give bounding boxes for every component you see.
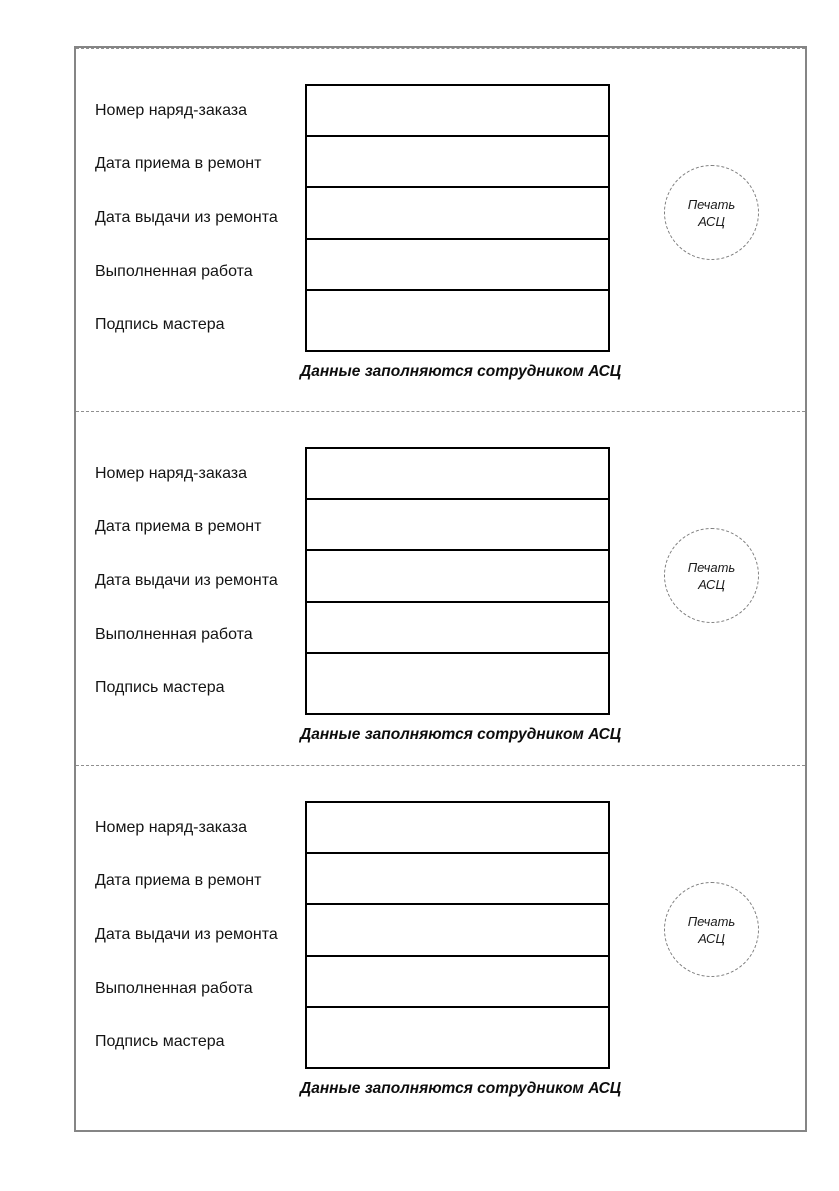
coupon-section <box>76 48 805 411</box>
field-label-order-number: Номер наряд-заказа <box>95 818 248 836</box>
field-label-order-number: Номер наряд-заказа <box>95 464 248 482</box>
section-caption: Данные заполняются сотрудником АСЦ <box>300 363 622 380</box>
field-label-date-released: Дата выдачи из ремонта <box>95 208 278 226</box>
stamp-text-line1: Печать <box>687 913 736 929</box>
input-box-master-signature <box>307 654 608 705</box>
input-box-date-released <box>307 551 608 602</box>
input-box-date-received <box>307 500 608 551</box>
coupon-sheet <box>74 46 807 1132</box>
input-box-master-signature <box>307 1008 608 1059</box>
input-box-work-performed <box>307 603 608 654</box>
field-label-work-performed: Выполненная работа <box>95 262 253 280</box>
section-caption: Данные заполняются сотрудником АСЦ <box>300 1080 622 1097</box>
stamp-circle <box>664 165 759 260</box>
input-box-order-number <box>307 803 608 854</box>
input-box-work-performed <box>307 240 608 291</box>
field-label-work-performed: Выполненная работа <box>95 979 253 997</box>
fields-table <box>305 447 610 715</box>
fields-table <box>305 801 610 1069</box>
input-box-order-number <box>307 86 608 137</box>
field-labels <box>95 84 301 352</box>
input-box-master-signature <box>307 291 608 342</box>
field-labels <box>95 447 301 715</box>
field-label-master-signature: Подпись мастера <box>95 316 225 334</box>
field-label-master-signature: Подпись мастера <box>95 679 225 697</box>
field-label-date-released: Дата выдачи из ремонта <box>95 571 278 589</box>
field-label-date-released: Дата выдачи из ремонта <box>95 925 278 943</box>
input-box-order-number <box>307 449 608 500</box>
fields-table <box>305 84 610 352</box>
stamp-text-line1: Печать <box>687 196 736 212</box>
stamp-circle <box>664 882 759 977</box>
stamp-circle <box>664 528 759 623</box>
field-labels <box>95 801 301 1069</box>
field-label-master-signature: Подпись мастера <box>95 1033 225 1051</box>
input-box-date-released <box>307 905 608 956</box>
field-label-date-received: Дата приема в ремонт <box>95 518 262 536</box>
input-box-date-released <box>307 188 608 239</box>
stamp-text-line1: Печать <box>687 559 736 575</box>
coupon-section <box>76 765 805 1130</box>
stamp-text-line2: АСЦ <box>698 213 725 229</box>
field-label-date-received: Дата приема в ремонт <box>95 872 262 890</box>
input-box-date-received <box>307 854 608 905</box>
stamp-text-line2: АСЦ <box>698 930 725 946</box>
field-label-order-number: Номер наряд-заказа <box>95 101 248 119</box>
stamp-text-line2: АСЦ <box>698 576 725 592</box>
coupon-section <box>76 411 805 765</box>
input-box-work-performed <box>307 957 608 1008</box>
field-label-work-performed: Выполненная работа <box>95 625 253 643</box>
section-caption: Данные заполняются сотрудником АСЦ <box>300 726 622 743</box>
input-box-date-received <box>307 137 608 188</box>
field-label-date-received: Дата приема в ремонт <box>95 155 262 173</box>
